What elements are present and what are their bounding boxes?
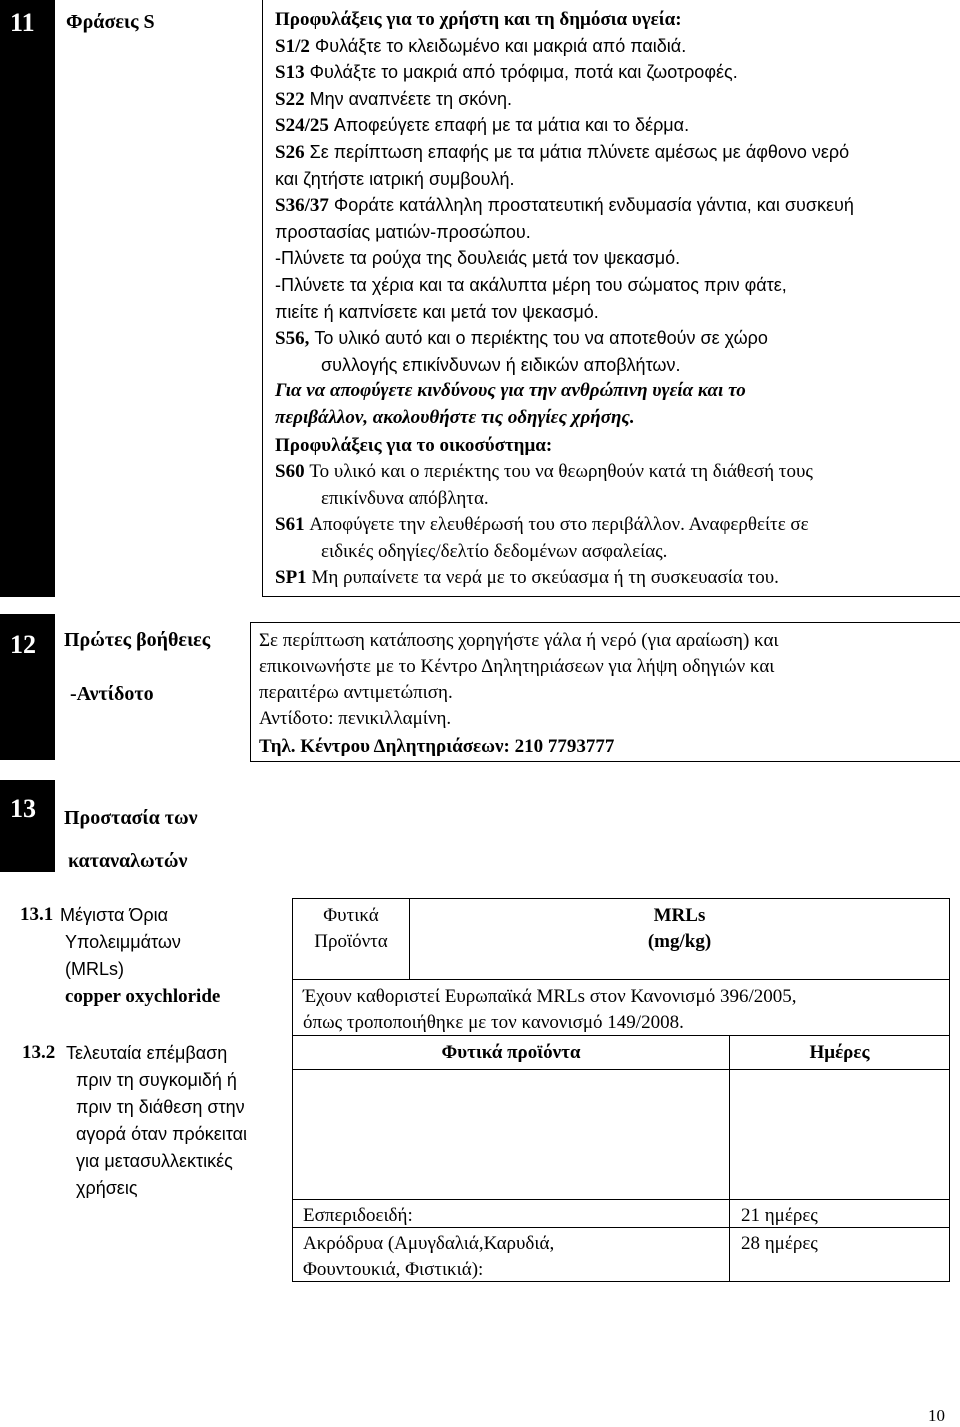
crop-text: Εσπεριδοειδή:: [303, 1205, 413, 1226]
s-phrase-text: Σε περίπτωση επαφής με τα μάτια πλύνετε αμέσως με άφθονο νερό: [304, 141, 850, 162]
row-divider: [293, 1069, 949, 1070]
s-phrase-text: Μη ρυπαίνετε τα νερά με το σκεύασμα ή τη συσκευασία του.: [306, 567, 779, 589]
first-aid-line: Σε περίπτωση κατάποσης χορηγήστε γάλα ή νερό (για αραίωση) και: [259, 630, 779, 651]
s-phrase-text: Φοράτε κατάλληλη προστατευτική ενδυμασία γάντια, και συσκευή: [328, 195, 854, 216]
s-phrase-line: [275, 325, 955, 352]
s-phrase-text: προστασίας ματιών-προσώπου.: [275, 221, 531, 242]
phi-row-crop: [303, 1203, 413, 1229]
first-aid-box: [250, 622, 960, 762]
s-phrase-code: S26: [275, 141, 305, 163]
s-phrase-line: [275, 33, 955, 60]
phi-row-crop: [303, 1231, 554, 1283]
row-divider: [293, 979, 949, 980]
s-phrase-code: S24/25: [275, 115, 329, 137]
note-line: όπως τροποποιήθηκε με τον κανονισμό 149/2008.: [303, 1012, 684, 1033]
s-phrase-text: και ζητήστε ιατρική συμβουλή.: [275, 168, 515, 189]
s-phrase-text: -Πλύνετε τα χέρια και τα ακάλυπτα μέρη του σώματος πριν φάτε,: [275, 274, 787, 295]
page-number: 10: [928, 1406, 945, 1425]
section-12-black-bar: [0, 614, 55, 760]
section-number: 12: [10, 630, 36, 659]
s-phrase-code: S60: [275, 461, 305, 483]
s-phrase-text: Φυλάξτε το κλειδωμένο και μακριά από παιδιά.: [309, 35, 687, 56]
subsection-number: 13.2: [22, 1042, 56, 1063]
subsection-line: Τελευταία επέμβαση: [66, 1043, 228, 1063]
s-phrase-code: SP1: [275, 567, 307, 589]
subsection-line: Υπολειμμάτων: [65, 932, 181, 952]
s-phrase-line: [275, 564, 955, 591]
s-phrase-code: S13: [275, 62, 305, 84]
section-number: 11: [10, 8, 35, 37]
section-subtitle: -Αντίδοτο: [70, 683, 154, 705]
phi-header-days: Ημέρες: [809, 1042, 870, 1063]
s-phrase-line: [275, 538, 955, 565]
mrl-note: [303, 984, 943, 1036]
s-phrase-line: [275, 139, 955, 166]
s-phrase-text: Το υλικό αυτό και ο περιέκτης του να αποτεθούν σε χώρο: [309, 328, 768, 349]
first-aid-line: Αντίδοτο: πενικιλλαμίνη.: [259, 708, 452, 729]
s-phrase-code: S61: [275, 514, 305, 536]
s-phrase-code: S56,: [275, 328, 310, 350]
s-phrase-text: συλλογής επικίνδυνων ή ειδικών αποβλήτων.: [321, 354, 681, 375]
s-phrase-line: Για να αποφύγετε κινδύνους για την ανθρώπινη υγεία και το: [275, 380, 746, 402]
subsection-line: πριν τη διάθεση στην: [76, 1097, 245, 1117]
s-phrase-line: [275, 219, 955, 246]
crop-text: Ακρόδρυα (Αμυγδαλιά,Καρυδιά,: [303, 1233, 555, 1254]
s-phrase-text: πιείτε ή καπνίσετε και μετά τον ψεκασμό.: [275, 301, 599, 322]
phi-row-days: 28 ημέρες: [741, 1233, 818, 1254]
row-divider: [293, 1199, 949, 1200]
s-phrase-text: -Πλύνετε τα ρούχα της δουλειάς μετά τον ψεκασμό.: [275, 248, 681, 269]
s-phrase-line: [275, 6, 955, 33]
column-divider: [729, 1035, 730, 1281]
s-phrase-text: Αποφύγετε την ελευθέρωσή του στο περιβάλλον. Αναφερθείτε σε: [304, 514, 809, 536]
s-phrase-text: Το υλικό και ο περιέκτης του να θεωρηθούν κατά τη διάθεσή τους: [304, 461, 813, 483]
section-title-line1: Προστασία των: [64, 807, 198, 829]
section-title: Φράσεις S: [66, 11, 155, 33]
poison-center-phone: Τηλ. Κέντρου Δηλητηριάσεων: 210 7793777: [259, 736, 615, 757]
note-line: Έχουν καθοριστεί Ευρωπαϊκά MRLs στον Κανονισμό 396/2005,: [303, 986, 797, 1007]
s-phrase-line: [275, 511, 955, 538]
header-text: MRLs: [653, 905, 706, 926]
s-phrase-line: [275, 432, 955, 459]
s-phrase-code: Προφυλάξεις για το οικοσύστημα:: [275, 434, 553, 456]
header-text: (mg/kg): [647, 931, 712, 952]
s-phrase-line: [275, 59, 955, 86]
section-title: Πρώτες βοήθειες: [64, 629, 211, 651]
s-phrase-text: Μην αναπνέετε τη σκόνη.: [304, 88, 513, 109]
section-13-black-bar: [0, 780, 55, 872]
subsection-line: αγορά όταν πρόκειται: [76, 1124, 248, 1144]
s-phrase-line: περιβάλλον, ακολουθήστε τις οδηγίες χρήσης.: [275, 406, 635, 428]
s-phrase-line: [275, 112, 955, 139]
mrl-phi-table: [292, 898, 950, 1282]
header-crops: [293, 903, 409, 955]
s-phrases-box: [262, 0, 960, 597]
subsection-line: χρήσεις: [76, 1178, 138, 1198]
phi-row-days: 21 ημέρες: [741, 1205, 818, 1226]
subsection-number: 13.1: [20, 904, 54, 925]
s-phrase-line: [275, 192, 955, 219]
first-aid-line: περαιτέρω αντιμετώπιση.: [259, 682, 453, 703]
section-title-line2: καταναλωτών: [68, 850, 188, 872]
section-11-black-bar: [0, 0, 55, 597]
s-phrase-line: [275, 485, 955, 512]
subsection-line: πριν τη συγκομιδή ή: [76, 1070, 237, 1090]
s-phrase-line: [275, 245, 955, 272]
s-phrase-code: S22: [275, 88, 305, 110]
subsection-line: για μετασυλλεκτικές: [76, 1151, 233, 1171]
s-phrase-line: [275, 352, 955, 379]
s-phrase-text: Αποφεύγετε επαφή με τα μάτια και το δέρμα.: [328, 115, 690, 136]
s-phrase-code: Προφυλάξεις για το χρήστη και τη δημόσια υγεία:: [275, 9, 682, 30]
s-phrase-text: ειδικές οδηγίες/δελτίο δεδομένων ασφαλείας.: [321, 540, 668, 562]
header-text: Φυτικά: [323, 905, 379, 926]
s-phrase-line: [275, 86, 955, 113]
s-phrase-line: [275, 272, 955, 299]
s-phrase-line: [275, 166, 955, 193]
s-phrase-text: Φυλάξτε το μακριά από τρόφιμα, ποτά και ζωοτροφές.: [304, 62, 738, 83]
s-phrase-code: S36/37: [275, 195, 329, 217]
first-aid-line: επικοινωνήστε με το Κέντρο Δηλητηριάσεων για λήψη οδηγιών και: [259, 656, 775, 677]
header-mrls: [410, 903, 949, 955]
s-phrase-line: [275, 299, 955, 326]
subsection-line: Μέγιστα Όρια: [60, 905, 168, 925]
header-text: Προϊόντα: [314, 931, 388, 952]
s-phrase-text: επικίνδυνα απόβλητα.: [321, 487, 489, 509]
crop-text: Φουντουκιά, Φιστικιά):: [303, 1259, 484, 1280]
active-substance: copper oxychloride: [65, 986, 221, 1007]
s-phrase-code: S1/2: [275, 35, 310, 57]
subsection-line: (MRLs): [65, 959, 124, 979]
section-number: 13: [10, 794, 36, 823]
phi-header-crops: Φυτικά προϊόντα: [441, 1042, 581, 1063]
s-phrase-line: [275, 458, 955, 485]
